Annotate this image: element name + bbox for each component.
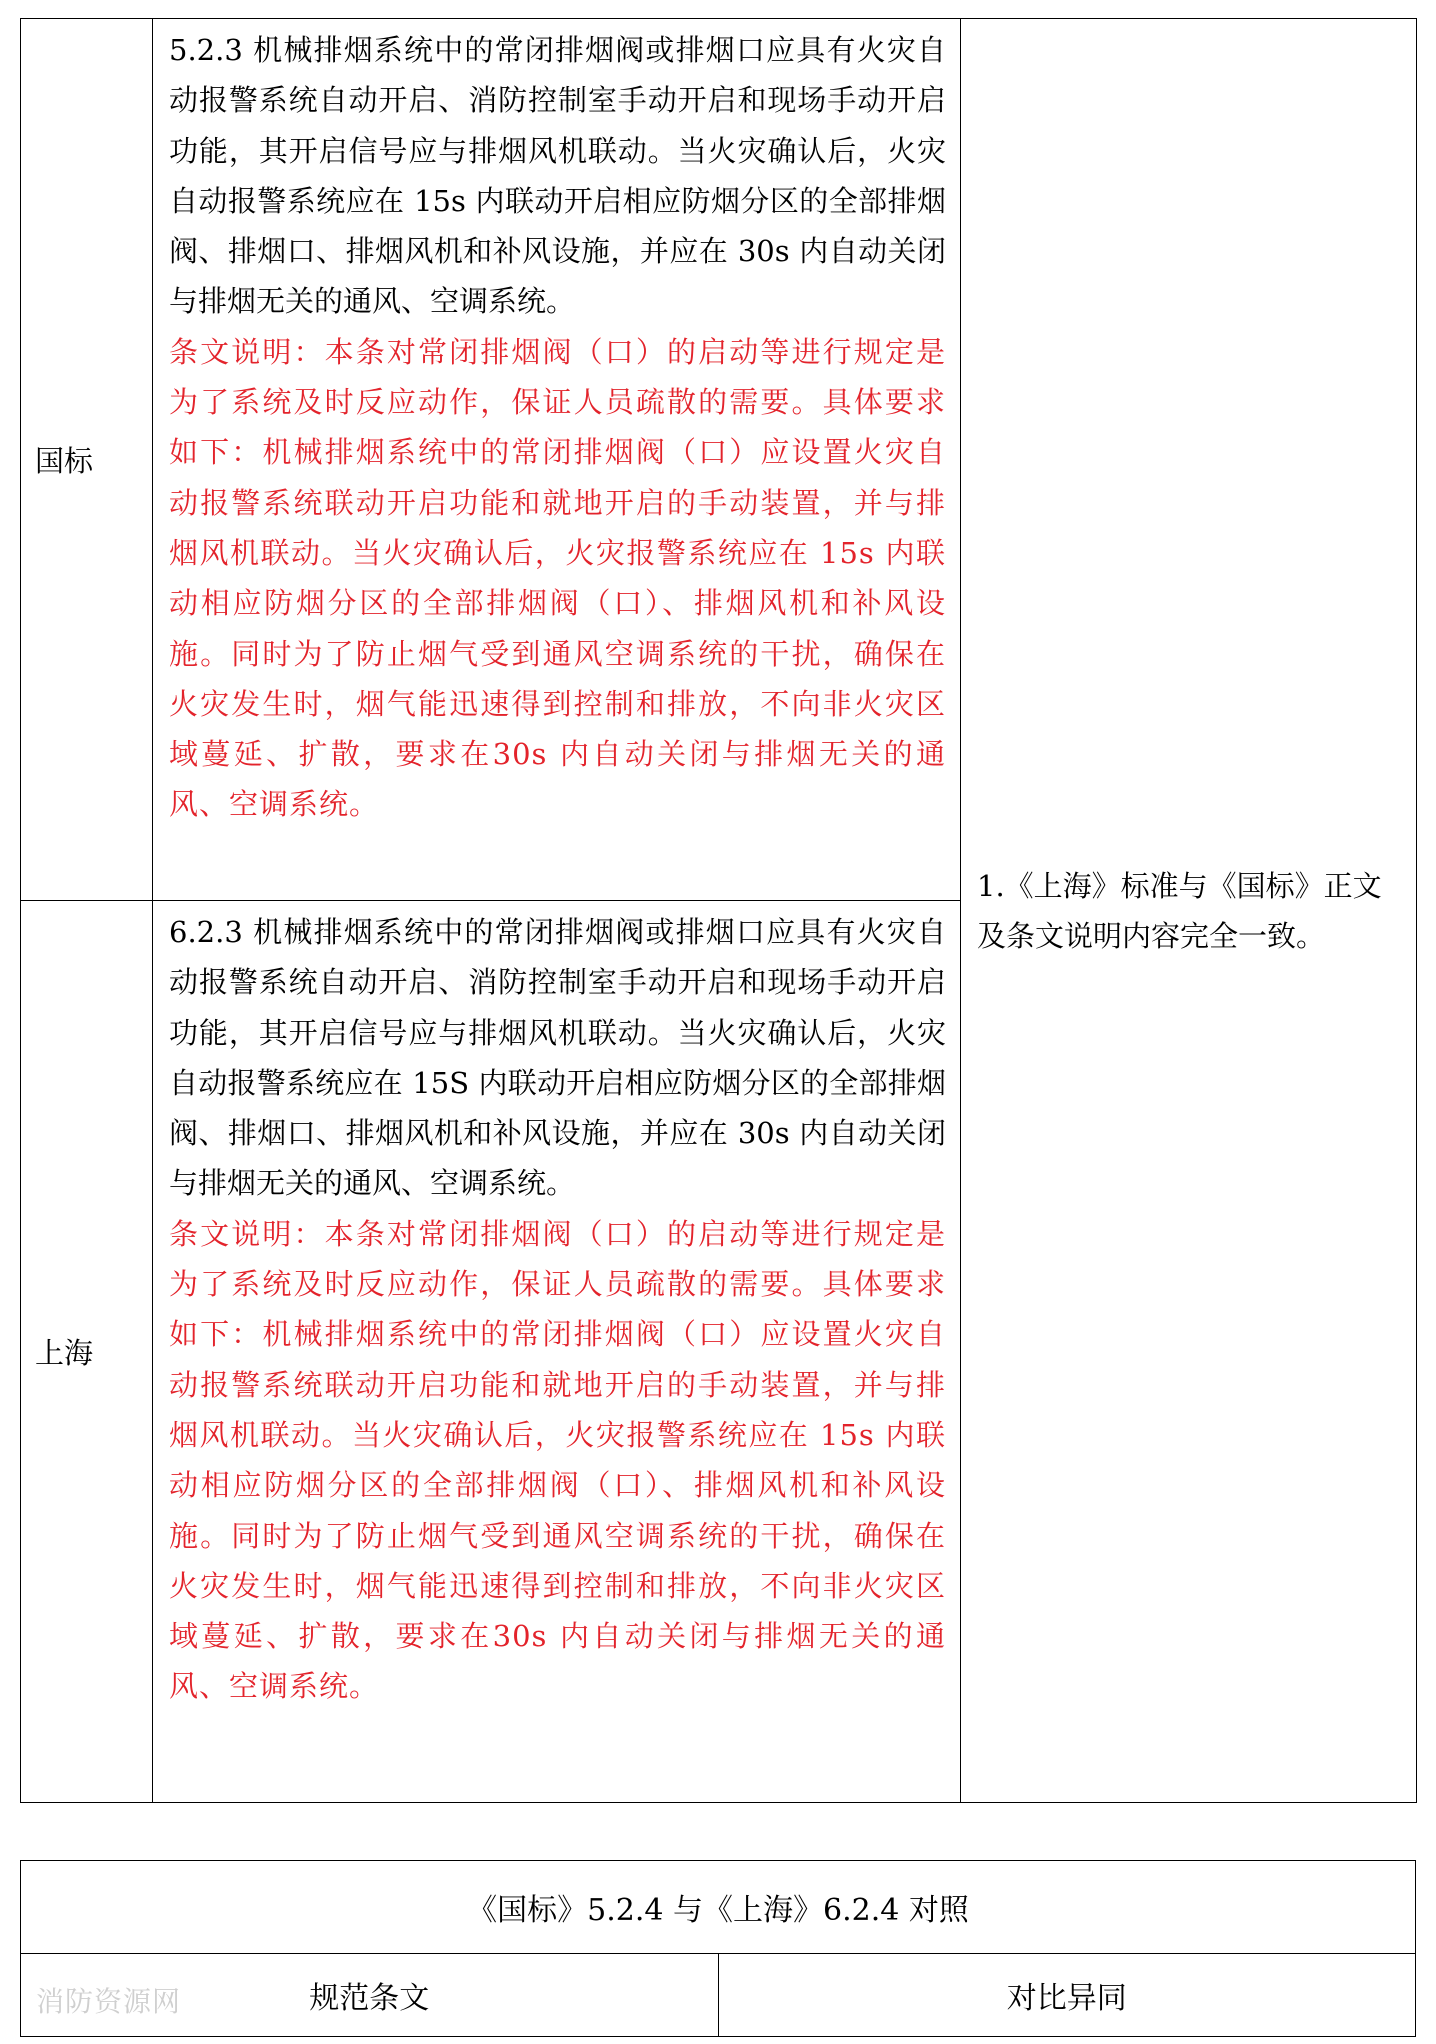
- table-row: [21, 1954, 1416, 2037]
- section-title: 《国标》5.2.4 与《上海》6.2.4 对照: [21, 1861, 1416, 1954]
- source-cell: 上海: [21, 901, 153, 1803]
- column-header-clause: 规范条文: [21, 1954, 719, 2037]
- difference-cell: 1.《上海》标准与《国标》正文及条文说明内容完全一致。: [961, 19, 1417, 1803]
- clause-text: 5.2.3 机械排烟系统中的常闭排烟阀或排烟口应具有火灾自动报警系统自动开启、消防控制室手动开启和现场手动开启功能，其开启信号应与排烟风机联动。当火灾确认后，火灾自动报警系统应在 15s 内联动开启相应防烟分区的全部排烟阀、排烟口、排烟风机和补风设施，并应在 30s 内自动关闭与排烟无关的通风、空调系统。: [169, 33, 946, 319]
- clause-text: 6.2.3 机械排烟系统中的常闭排烟阀或排烟口应具有火灾自动报警系统自动开启、消防控制室手动开启和现场手动开启功能，其开启信号应与排烟风机联动。当火灾确认后，火灾自动报警系统应在 15S 内联动开启相应防烟分区的全部排烟阀、排烟口、排烟风机和补风设施，并应在 30s 内自动关闭与排烟无关的通风、空调系统。: [169, 915, 946, 1201]
- table-row: [21, 19, 1417, 901]
- source-cell: 国标: [21, 19, 153, 901]
- comparison-table: [20, 18, 1417, 1803]
- table-row: [21, 1861, 1416, 1954]
- clause-note: 条文说明：本条对常闭排烟阀（口）的启动等进行规定是为了系统及时反应动作，保证人员疏散的需要。具体要求如下：机械排烟系统中的常闭排烟阀（口）应设置火灾自动报警系统联动开启功能和就地开启的手动装置，并与排烟风机联动。当火灾确认后，火灾报警系统应在 15s 内联动相应防烟分区的全部排烟阀（口）、排烟风机和补风设施。同时为了防止烟气受到通风空调系统的干扰，确保在火灾发生时，烟气能迅速得到控制和排放，不向非火灾区域蔓延、扩散，要求在30s 内自动关闭与排烟无关的通风、空调系统。: [169, 334, 946, 822]
- clause-note: 条文说明：本条对常闭排烟阀（口）的启动等进行规定是为了系统及时反应动作，保证人员疏散的需要。具体要求如下：机械排烟系统中的常闭排烟阀（口）应设置火灾自动报警系统联动开启功能和就地开启的手动装置，并与排烟风机联动。当火灾确认后，火灾报警系统应在 15s 内联动相应防烟分区的全部排烟阀（口）、排烟风机和补风设施。同时为了防止烟气受到通风空调系统的干扰，确保在火灾发生时，烟气能迅速得到控制和排放，不向非火灾区域蔓延、扩散，要求在30s 内自动关闭与排烟无关的通风、空调系统。: [169, 1216, 946, 1704]
- clause-cell: [153, 19, 961, 901]
- column-header-compare: 对比异同: [718, 1954, 1416, 2037]
- clause-cell: [153, 901, 961, 1803]
- next-section-table: [20, 1860, 1416, 2037]
- watermark: 消防资源网: [36, 1986, 182, 2017]
